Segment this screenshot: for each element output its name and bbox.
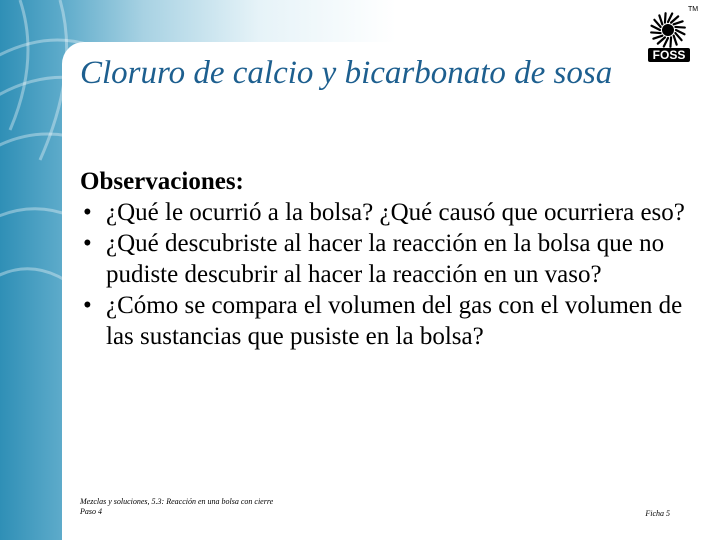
bullet-icon: • <box>83 292 92 319</box>
slide-title: Cloruro de calcio y bicarbonato de sosa <box>80 55 613 91</box>
sun-ray <box>671 16 678 22</box>
bullet-icon: • <box>83 199 92 226</box>
slide-body <box>80 166 700 352</box>
bullet-icon: • <box>83 230 92 257</box>
sunburst-icon <box>651 13 685 47</box>
bullet-text: ¿Cómo se compara el volumen del gas con el volumen de las sustancias que pusiste en la bolsa? <box>106 292 683 350</box>
sun-ray <box>675 27 684 28</box>
sun-ray <box>674 21 683 24</box>
trademark-mark: TM <box>688 6 699 13</box>
list-item <box>80 197 700 228</box>
footer-step-line: Paso 4 <box>80 507 102 516</box>
sun-ray <box>674 36 677 45</box>
sun-ray <box>658 37 665 43</box>
logo-text: FOSS <box>652 48 686 62</box>
bullet-text: ¿Qué descubriste al hacer la reacción en la bolsa que no pudiste descubrir al hacer la reacción en un vaso? <box>106 230 665 288</box>
sun-ray <box>665 13 666 22</box>
question-list <box>80 197 700 352</box>
list-item <box>80 290 700 352</box>
foss-logo <box>642 6 702 64</box>
section-heading: Observaciones: <box>80 168 244 195</box>
footer-reference-line: Mezclas y soluciones, 5.3: Reacción en una bolsa con cierre <box>80 497 274 506</box>
list-item <box>80 228 700 290</box>
sun-ray <box>670 37 671 46</box>
sun-ray <box>653 36 662 39</box>
sun-ray <box>675 33 681 40</box>
sun-ray <box>651 32 660 33</box>
bullet-text: ¿Qué le ocurrió a la bolsa? ¿Qué causó que ocurriera eso? <box>106 199 685 226</box>
sun-ray <box>659 15 662 24</box>
footer-reference <box>80 497 273 517</box>
sun-ray <box>654 20 660 27</box>
page-label: Ficha 5 <box>645 509 670 518</box>
